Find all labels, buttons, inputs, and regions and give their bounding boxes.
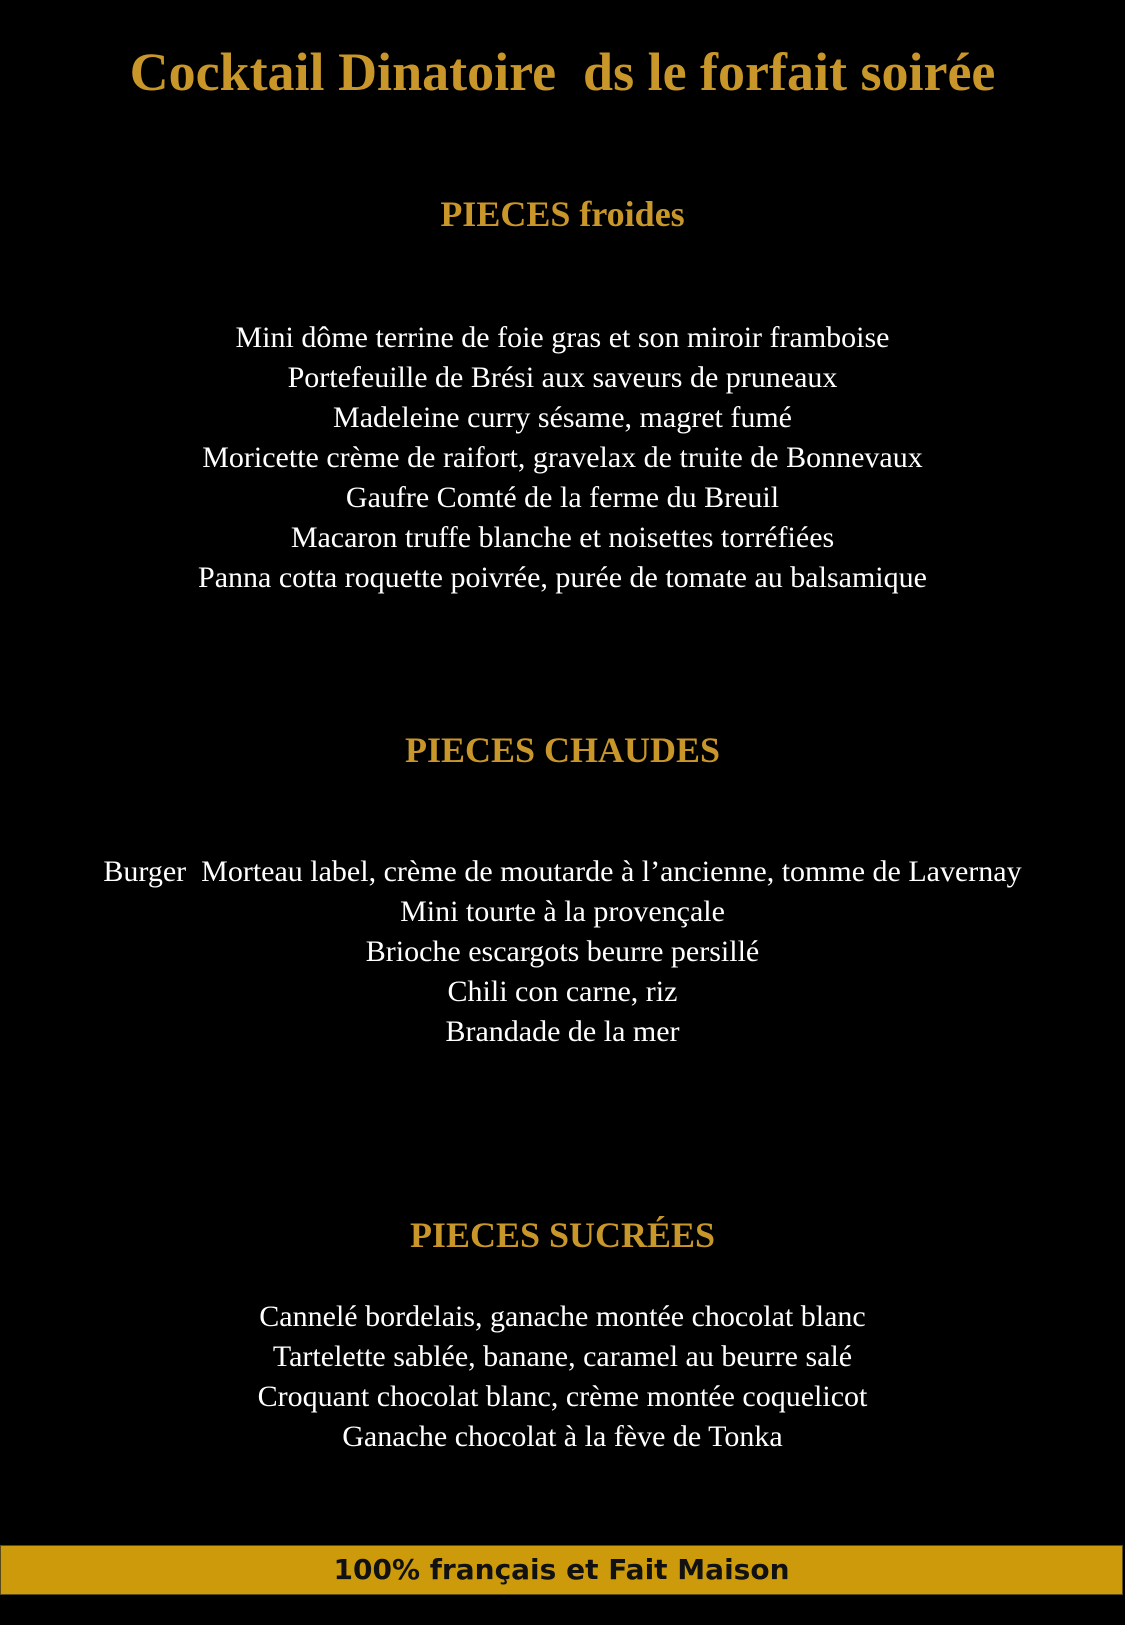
menu-item: Cannelé bordelais, ganache montée chocolat blanc xyxy=(259,1300,866,1333)
menu-item: Panna cotta roquette poivrée, purée de tomate au balsamique xyxy=(198,561,927,594)
sweet-items-list xyxy=(0,1297,1125,1457)
menu-item: Croquant chocolat blanc, crème montée coquelicot xyxy=(257,1380,868,1413)
menu-item: Brandade de la mer xyxy=(445,1015,680,1048)
menu-item: Gaufre Comté de la ferme du Breuil xyxy=(345,481,780,514)
menu-item: Moricette crème de raifort, gravelax de truite de Bonnevaux xyxy=(202,441,923,474)
hot-items-list xyxy=(0,852,1125,1052)
menu-item: Mini tourte à la provençale xyxy=(400,895,725,928)
menu-item: Chili con carne, riz xyxy=(447,975,678,1008)
footer-tagline: 100% français et Fait Maison xyxy=(333,1553,790,1586)
menu-item: Mini dôme terrine de foie gras et son miroir framboise xyxy=(235,321,890,354)
cold-items-list xyxy=(0,318,1125,598)
section-heading-pieces-froides: PIECES froides xyxy=(440,194,685,234)
section-heading-pieces-sucrees: PIECES SUCRÉES xyxy=(409,1215,716,1255)
section-heading-pieces-chaudes: PIECES CHAUDES xyxy=(404,730,721,770)
footer-banner xyxy=(0,1545,1123,1595)
menu-item: Brioche escargots beurre persillé xyxy=(365,935,760,968)
menu-item: Portefeuille de Brési aux saveurs de pruneaux xyxy=(287,361,838,394)
menu-item: Madeleine curry sésame, magret fumé xyxy=(333,401,792,434)
menu-item: Macaron truffe blanche et noisettes torréfiées xyxy=(290,521,835,554)
menu-item: Burger Morteau label, crème de moutarde à l’ancienne, tomme de Lavernay xyxy=(103,855,1022,888)
menu-item: Tartelette sablée, banane, caramel au beurre salé xyxy=(272,1340,853,1373)
menu-item: Ganache chocolat à la fève de Tonka xyxy=(342,1420,783,1453)
menu-title: Cocktail Dinatoire ds le forfait soirée xyxy=(129,42,996,102)
